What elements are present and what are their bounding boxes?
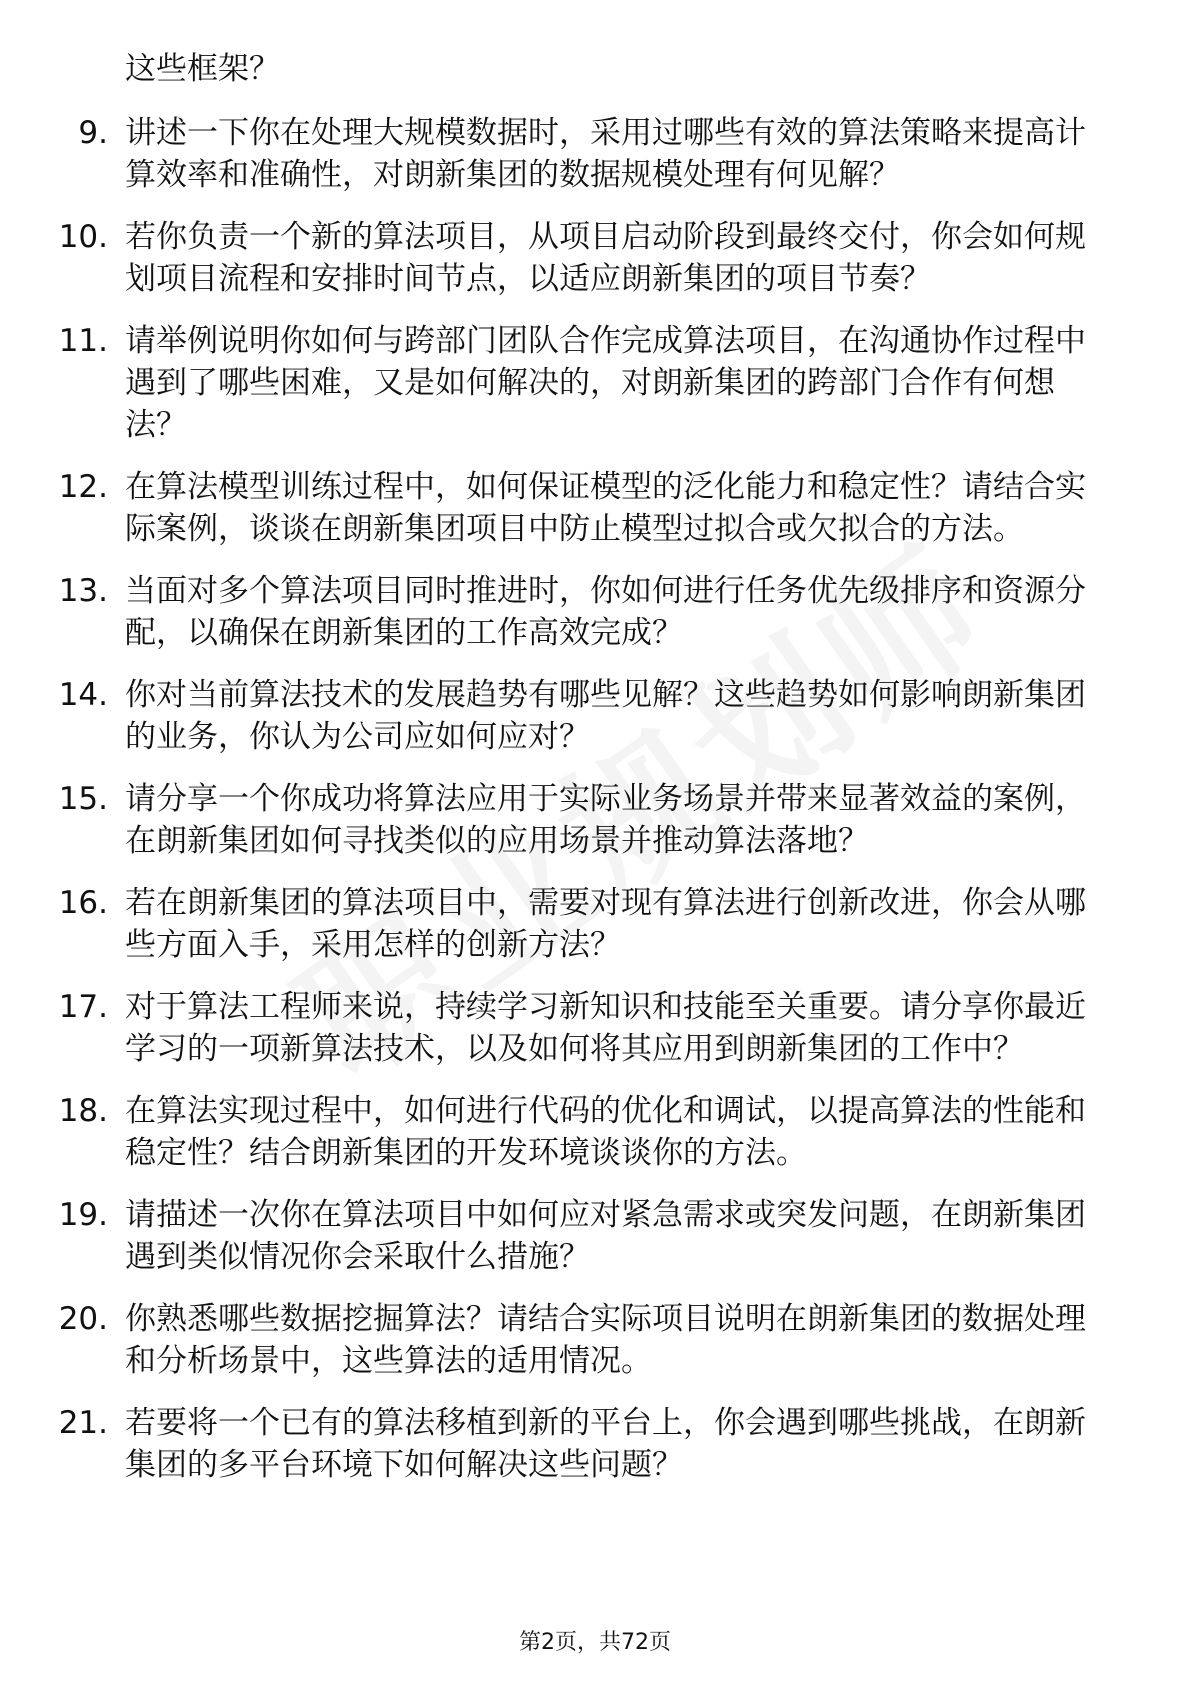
question-number: 16. (58, 885, 108, 921)
question-number: 9. (78, 115, 108, 151)
question-number: 21. (58, 1405, 108, 1441)
question-item (0, 882, 1110, 966)
question-text: 讲述一下你在处理大规模数据时，采用过哪些有效的算法策略来提高计算效率和准确性，对朗新集团的数据规模处理有何见解？ (125, 115, 1086, 193)
question-item (0, 778, 1110, 862)
question-text: 你对当前算法技术的发展趋势有哪些见解？这些趋势如何影响朗新集团的业务，你认为公司应如何应对？ (125, 677, 1086, 755)
question-item (0, 112, 1110, 196)
question-item (0, 320, 1110, 446)
question-item (0, 1402, 1110, 1486)
page-footer (0, 1628, 1190, 1658)
question-item (0, 1090, 1110, 1174)
question-text: 若要将一个已有的算法移植到新的平台上，你会遇到哪些挑战，在朗新集团的多平台环境下如何解决这些问题？ (125, 1405, 1086, 1483)
question-text: 当面对多个算法项目同时推进时，你如何进行任务优先级排序和资源分配，以确保在朗新集团的工作高效完成？ (125, 573, 1086, 651)
question-text: 对于算法工程师来说，持续学习新知识和技能至关重要。请分享你最近学习的一项新算法技术，以及如何将其应用到朗新集团的工作中？ (125, 989, 1086, 1067)
question-number: 18. (58, 1093, 108, 1129)
question-text: 在算法模型训练过程中，如何保证模型的泛化能力和稳定性？请结合实际案例，谈谈在朗新集团项目中防止模型过拟合或欠拟合的方法。 (125, 469, 1086, 547)
question-item (0, 570, 1110, 654)
question-number: 10. (58, 219, 108, 255)
question-number: 15. (58, 781, 108, 817)
question-list (0, 112, 1190, 1506)
page-number-label: 第2页，共72页 (519, 1630, 671, 1655)
question-number: 13. (58, 573, 108, 609)
question-item (0, 1194, 1110, 1278)
question-text: 在算法实现过程中，如何进行代码的优化和调试，以提高算法的性能和稳定性？结合朗新集团的开发环境谈谈你的方法。 (125, 1093, 1086, 1171)
question-item (0, 216, 1110, 300)
question-item (0, 1298, 1110, 1382)
question-text: 若你负责一个新的算法项目，从项目启动阶段到最终交付，你会如何规划项目流程和安排时间节点，以适应朗新集团的项目节奏？ (125, 219, 1086, 297)
continuation-text: 这些框架？ (125, 51, 280, 87)
question-text: 请举例说明你如何与跨部门团队合作完成算法项目，在沟通协作过程中遇到了哪些困难，又是如何解决的，对朗新集团的跨部门合作有何想法？ (125, 323, 1086, 443)
question-item (0, 986, 1110, 1070)
question-number: 17. (58, 989, 108, 1025)
question-number: 12. (58, 469, 108, 505)
question-item (0, 466, 1110, 550)
question-item (0, 674, 1110, 758)
question-text: 请分享一个你成功将算法应用于实际业务场景并带来显著效益的案例，在朗新集团如何寻找类似的应用场景并推动算法落地？ (125, 781, 1086, 859)
question-number: 11. (58, 323, 108, 359)
question-number: 14. (58, 677, 108, 713)
question-text: 若在朗新集团的算法项目中，需要对现有算法进行创新改进，你会从哪些方面入手，采用怎样的创新方法？ (125, 885, 1086, 963)
question-text: 请描述一次你在算法项目中如何应对紧急需求或突发问题，在朗新集团遇到类似情况你会采取什么措施？ (125, 1197, 1086, 1275)
question-text: 你熟悉哪些数据挖掘算法？请结合实际项目说明在朗新集团的数据处理和分析场景中，这些算法的适用情况。 (125, 1301, 1086, 1379)
question-number: 19. (58, 1197, 108, 1233)
question-number: 20. (58, 1301, 108, 1337)
